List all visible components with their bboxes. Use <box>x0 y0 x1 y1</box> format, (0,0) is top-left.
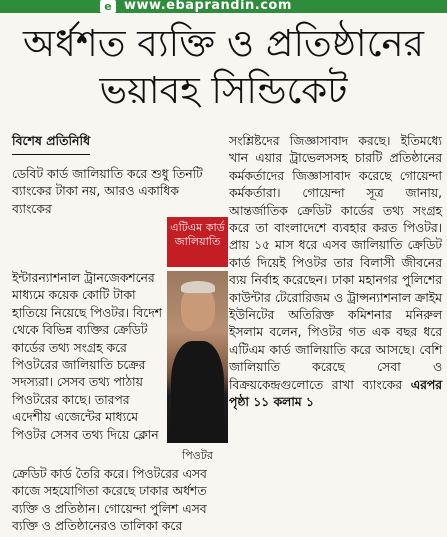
article-body-col1-top: ডেবিট কার্ড জালিয়াতি করে শুধু তিনটি ব্যাংকের টাকা নয়, আরও একাধিক ব্যাংকের <box>12 167 203 216</box>
portrait-photo <box>167 271 228 443</box>
article-body-col2 <box>229 133 442 412</box>
portrait-hair <box>181 281 215 293</box>
continued-link[interactable]: এরপর পৃষ্ঠা ১১ কলাম ১ <box>229 377 442 410</box>
edition-badge: e <box>100 0 116 13</box>
article-body-col1-mid: ইন্টারন্যাশনাল ট্রানজেকশনের মাধ্যমে কয়েক কোটি টাকা হাতিয়ে নিয়েছে পিওটর। বিদেশ থেকে বিভিন্ন ব্যক্তির ক্রেডিট কার্ডের তথ্য সংগ্রহ করে পিওটরের জালিয়াতি চক্রের সদস্যরা। সেসব তথ্য পাঠায় পিওটরের কাছে। তারপর এদেশীয় এজেন্টের মাধ্যমে পিওটর সেসব তথ্য দিয়ে ক্লোন <box>12 271 162 442</box>
article-body-col2-text: সংশ্লিষ্টদের জিজ্ঞাসাবাদ করছে। ইতিমধ্যে খান এয়ার ট্রাভেলসসহ চারটি প্রতিষ্ঠানের কর্মকর্তাদের জিজ্ঞাসাবাদ করেছে গোয়েন্দা কর্মকর্তারা। গোয়েন্দা সূত্র জানায়, আন্তর্জাতিক ক্রেডিট কার্ডের তথ্য সংগ্রহ করে তা বাংলাদেশে ব্যবহার করত পিওটর। প্রায় ১৫ মাস ধরে এসব জালিয়াতি ক্রেডিট কার্ড দিয়েই পিওটর তার বিলাসী জীবনের ব্যয় নির্বাহ করেছেন। ঢাকা মহানগর পুলিশের কাউন্টার টেরোরিজম ও ট্রান্সন্যাশনাল ক্রাইম ইউনিটের অতিরিক্ত কমিশনার মনিরুল ইসলাম বলেন, পিওটর গত এক বছর ধরে এটিএম কার্ড জালিয়াতি করে আসছে। বেশি জালিয়াতি করেছে সেবা ও বিক্রয়কেন্দ্রগুলোতে রাখা ব্যাংকের <box>229 134 442 392</box>
site-header-bar <box>0 0 447 13</box>
byline: বিশেষ প্রতিনিধি <box>12 133 90 155</box>
site-url[interactable]: www.ebaprandin.com <box>124 0 292 13</box>
photo-box <box>167 217 228 465</box>
topic-tag: এটিএম কার্ড জালিয়াতি <box>167 217 228 267</box>
photo-caption: পিওটর <box>182 449 213 462</box>
headline <box>0 20 447 114</box>
portrait-shirt <box>171 341 224 443</box>
article-body-col1-bottom: ক্রেডিট কার্ড তৈরি করে। পিওটরের এসব কাজে সহযোগিতা করেছে ঢাকার অর্ধশত ব্যক্তি ও প্রতিষ্ঠান। গোয়েন্দা পুলিশ এসব ব্যক্তি ও প্রতিষ্ঠানেরও তালিকা করে <box>12 467 207 534</box>
headline-line-1: অর্ধশত ব্যক্তি ও প্রতিষ্ঠানের <box>23 22 424 65</box>
headline-line-2: ভয়াবহ সিন্ডিকেট <box>99 69 348 112</box>
